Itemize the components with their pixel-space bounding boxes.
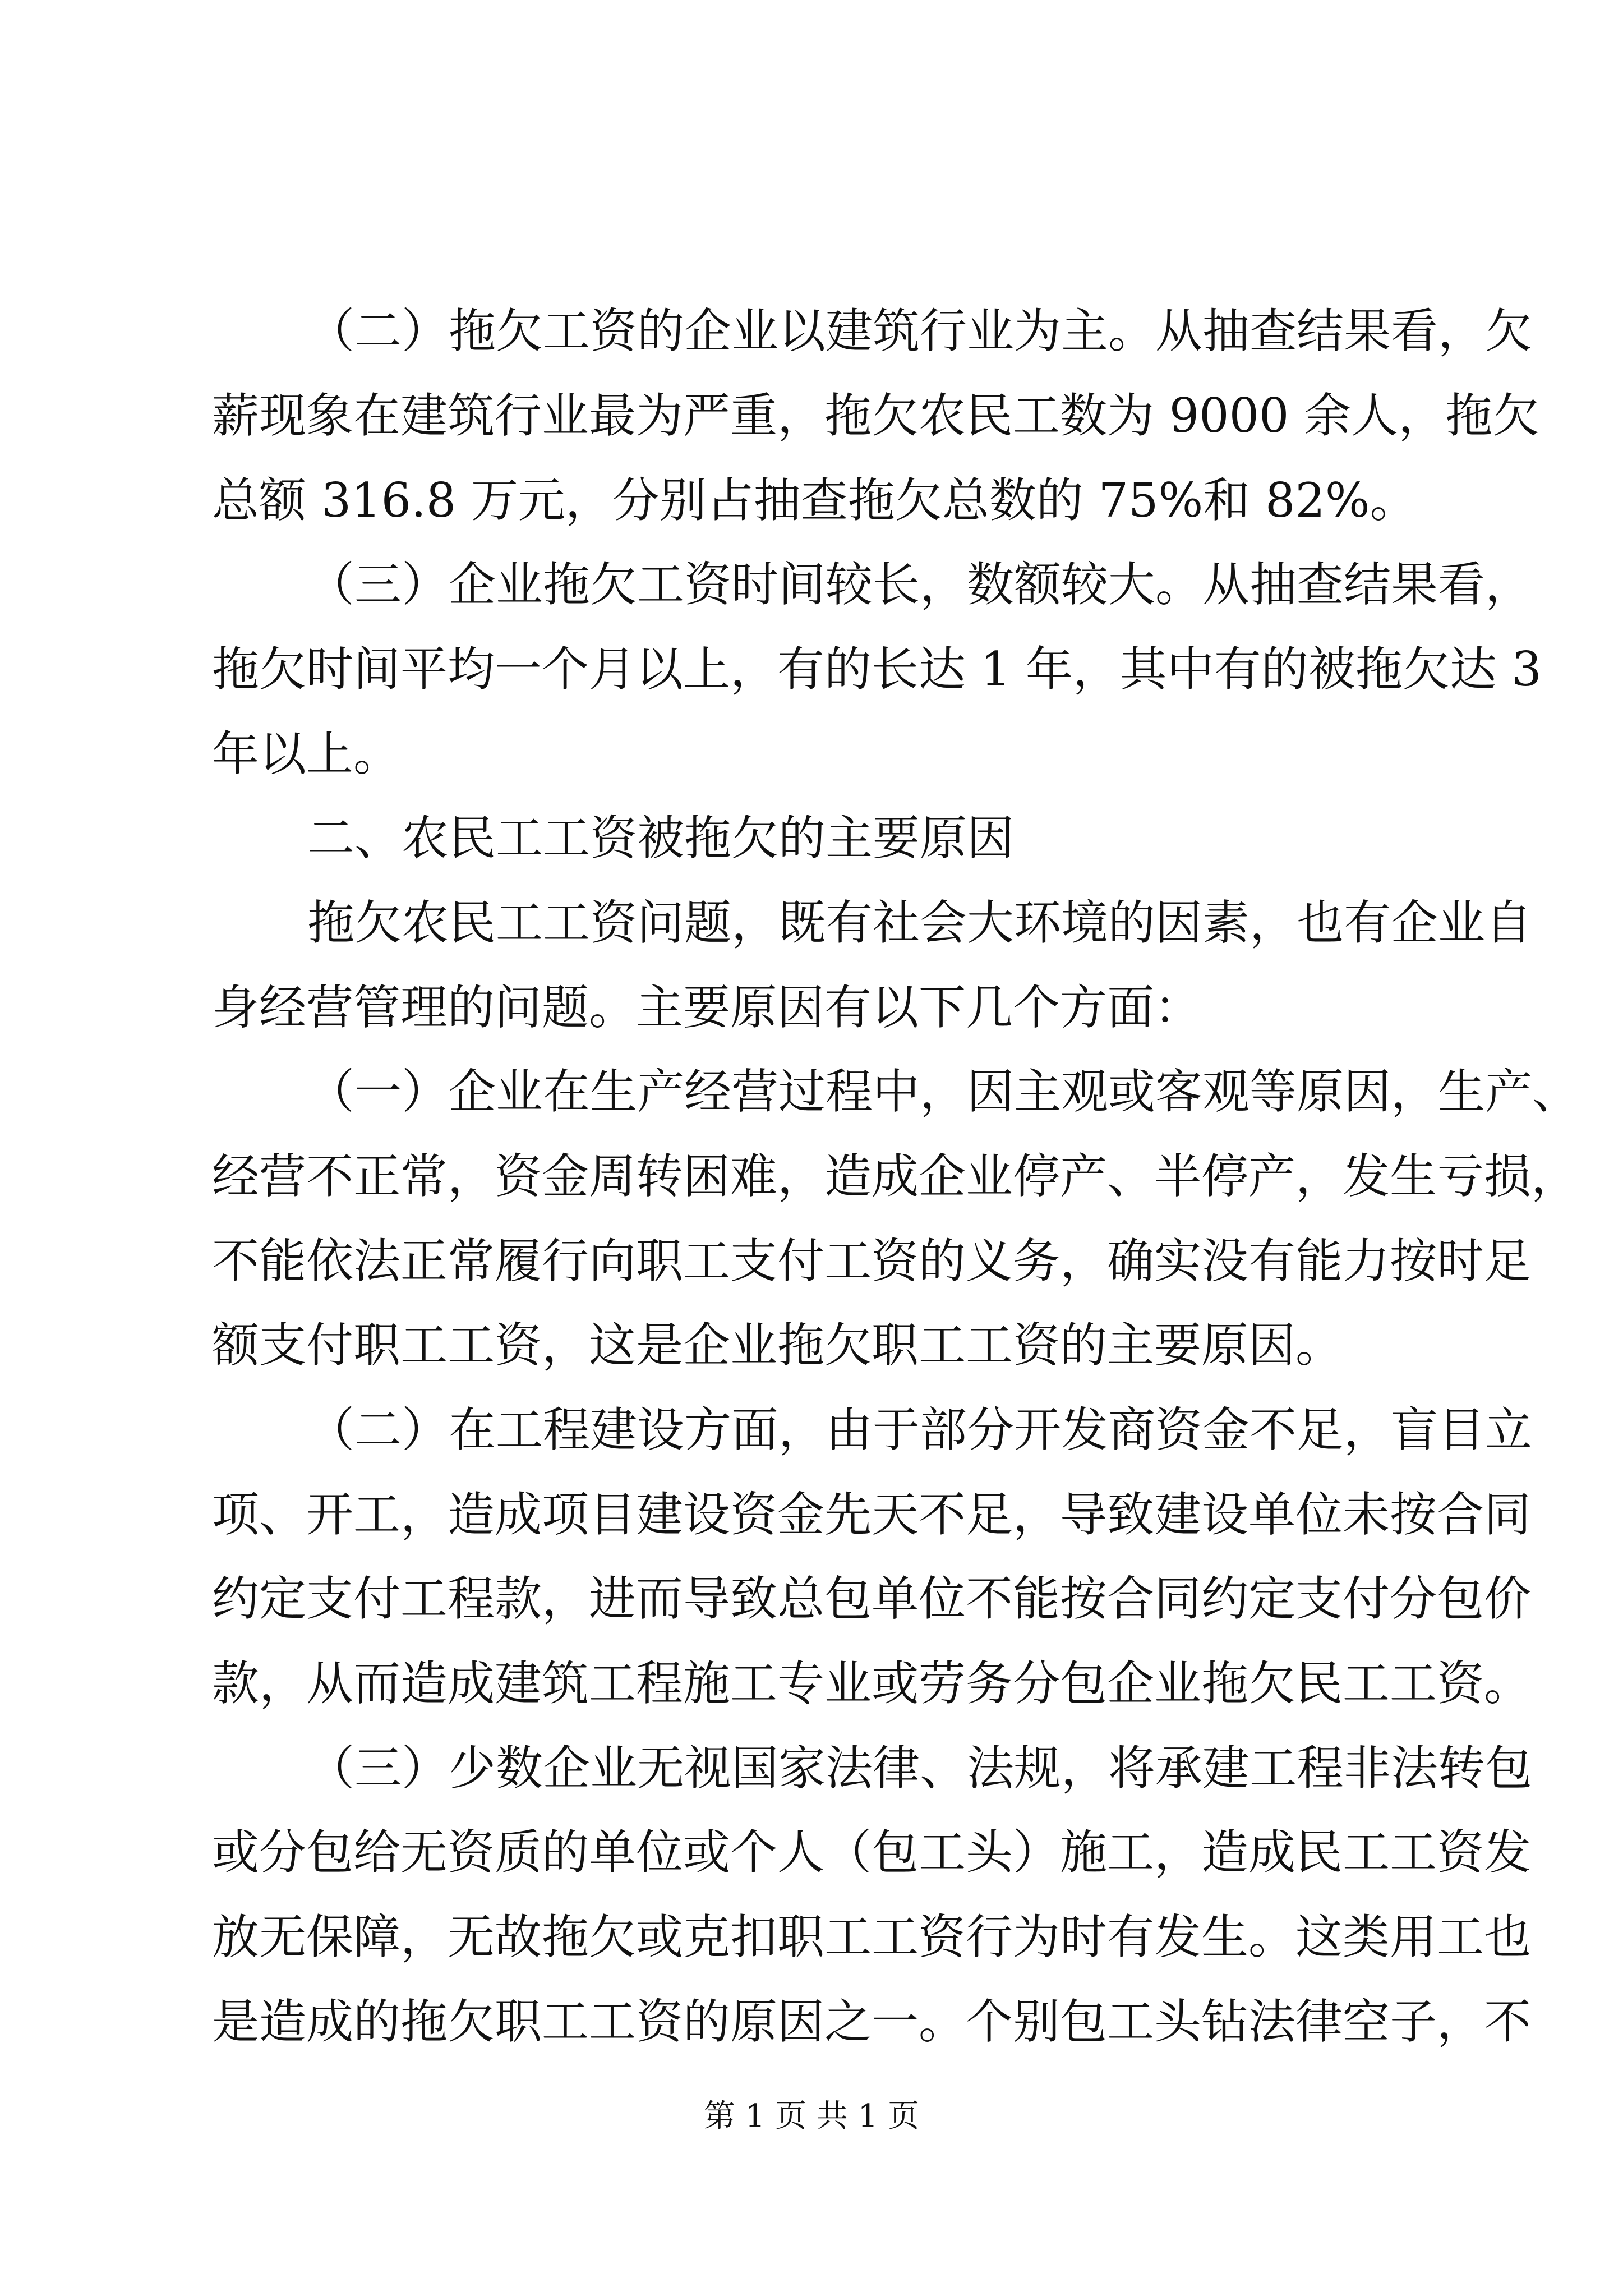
paragraph-line: 拖欠农民工工资问题，既有社会大环境的因素，也有企业自 — [307, 895, 1533, 950]
paragraph-line: （三）少数企业无视国家法律、法规，将承建工程非法转包 — [307, 1741, 1533, 1796]
paragraph-line: 放无保障，无故拖欠或克扣职工工资行为时有发生。这类用工也 — [212, 1910, 1532, 1964]
paragraph-line: 身经营管理的问题。主要原因有以下几个方面： — [212, 980, 1202, 1035]
paragraph-line: 薪现象在建筑行业最为严重，拖欠农民工数为 9000 余人，拖欠 — [212, 388, 1540, 443]
paragraph-line: 拖欠时间平均一个月以上，有的长达 1 年，其中有的被拖欠达 3 — [212, 642, 1542, 697]
paragraph-line: （二）拖欠工资的企业以建筑行业为主。从抽查结果看，欠 — [307, 303, 1533, 358]
paragraph-line: （二）在工程建设方面，由于部分开发商资金不足，盲目立 — [307, 1402, 1533, 1457]
paragraph-line: 经营不正常，资金周转困难，造成企业停产、半停产，发生亏损， — [212, 1149, 1579, 1204]
paragraph-line: 不能依法正常履行向职工支付工资的义务，确实没有能力按时足 — [212, 1234, 1532, 1289]
paragraph-line: 款，从而造成建筑工程施工专业或劳务分包企业拖欠民工工资。 — [212, 1656, 1532, 1711]
paragraph-line: 项、开工，造成项目建设资金先天不足，导致建设单位未按合同 — [212, 1487, 1532, 1542]
paragraph-line: 是造成的拖欠职工工资的原因之一。个别包工头钻法律空子，不 — [212, 1994, 1532, 2049]
paragraph-line: 总额 316.8 万元，分别占抽查拖欠总数的 75%和 82%。 — [212, 473, 1417, 528]
paragraph-line: （三）企业拖欠工资时间较长，数额较大。从抽查结果看， — [307, 557, 1533, 612]
paragraph-line: 约定支付工程款，进而导致总包单位不能按合同约定支付分包价 — [212, 1571, 1532, 1626]
paragraph-line: 年以上。 — [212, 726, 401, 781]
paragraph-line: （一）企业在生产经营过程中，因主观或客观等原因，生产、 — [307, 1064, 1580, 1119]
page-number-footer: 第 1 页 共 1 页 — [703, 2098, 920, 2134]
section-heading: 二、农民工工资被拖欠的主要原因 — [307, 811, 1015, 866]
paragraph-line: 或分包给无资质的单位或个人（包工头）施工，造成民工工资发 — [212, 1825, 1532, 1880]
paragraph-line: 额支付职工工资，这是企业拖欠职工工资的主要原因。 — [212, 1318, 1343, 1373]
